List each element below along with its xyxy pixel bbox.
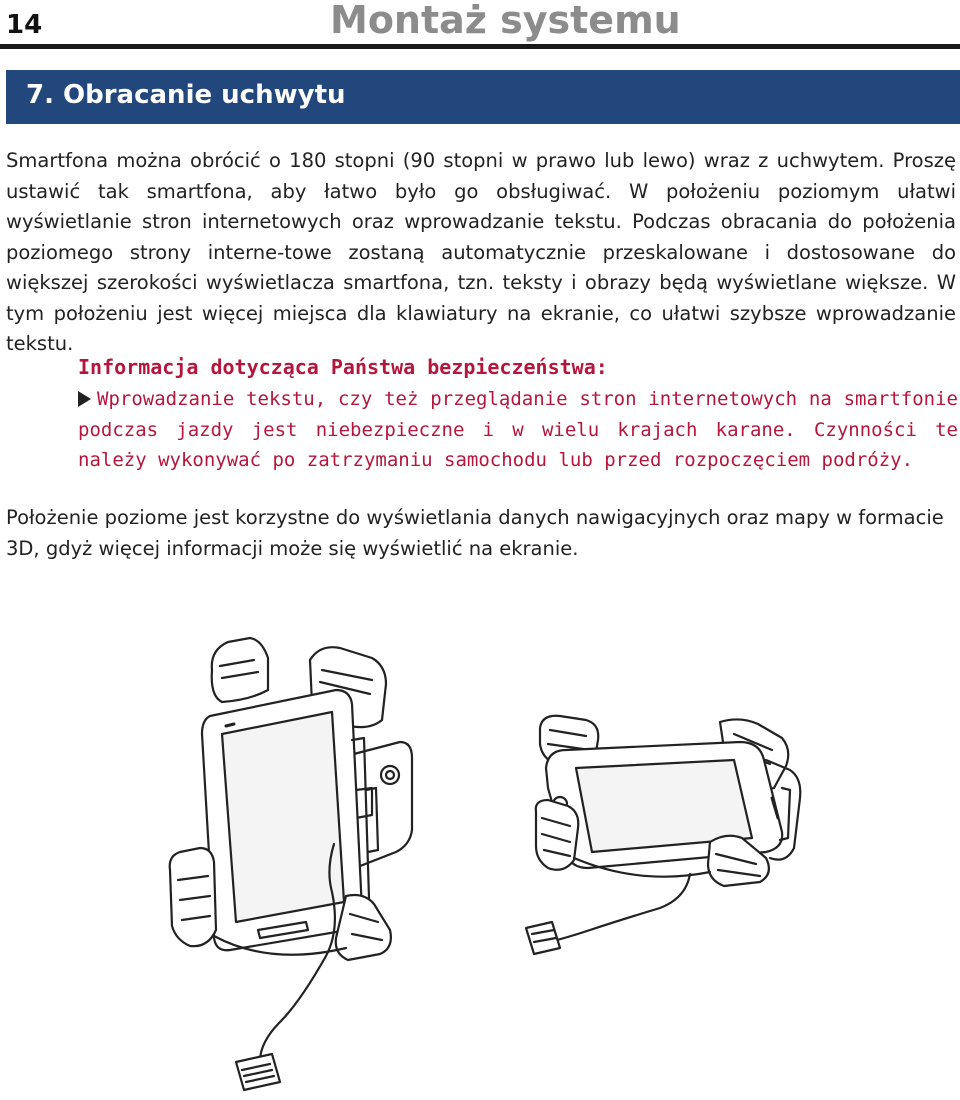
page-number: 14 bbox=[6, 10, 43, 40]
section-title: 7. Obracanie uchwytu bbox=[26, 80, 346, 110]
safety-heading: Informacja dotycząca Państwa bezpieczeństwa: bbox=[78, 355, 608, 379]
play-triangle-icon bbox=[78, 391, 91, 407]
safety-text: Wprowadzanie tekstu, czy też przeglądanie stron internetowych na smartfonie podczas jazdy jest niebezpieczne i w wielu krajach karane. Czynności te należy wykonywać po zatrzymaniu samochodu lub przed rozpoczęciem podróży. bbox=[78, 388, 958, 471]
safety-text-block bbox=[78, 384, 958, 476]
intro-paragraph: Smartfona można obrócić o 180 stopni (90 stopni w prawo lub lewo) wraz z uchwytem. Proszę ustawić tak smartfona, aby łatwo było go obsługiwać. W położeniu poziomym ułatwi wyświetlanie stron internetowych oraz wprowadzanie tekstu. Podczas obracania do położenia poziomego strony interne-towe zostaną automatycznie przeskalowane i dostosowane do większej szerokości wyświetlacza smartfona, tzn. teksty i obrazy będą wyświetlane większe. W tym położeniu jest więcej miejsca dla klawiatury na ekranie, co ułatwi szybsze wprowadzanie tekstu. bbox=[6, 149, 956, 355]
section-header-bar bbox=[6, 70, 960, 124]
phone-holder-landscape-illustration bbox=[520, 708, 820, 988]
safety-notice bbox=[78, 352, 958, 476]
header-rule bbox=[0, 44, 960, 49]
phone-holder-portrait-illustration bbox=[150, 630, 450, 1100]
landscape-paragraph: Położenie poziome jest korzystne do wyświetlania danych nawigacyjnych oraz mapy w formacie 3D, gdyż więcej informacji może się wyświetlić na ekranie. bbox=[6, 506, 944, 560]
chapter-title: Montaż systemu bbox=[330, 0, 681, 42]
